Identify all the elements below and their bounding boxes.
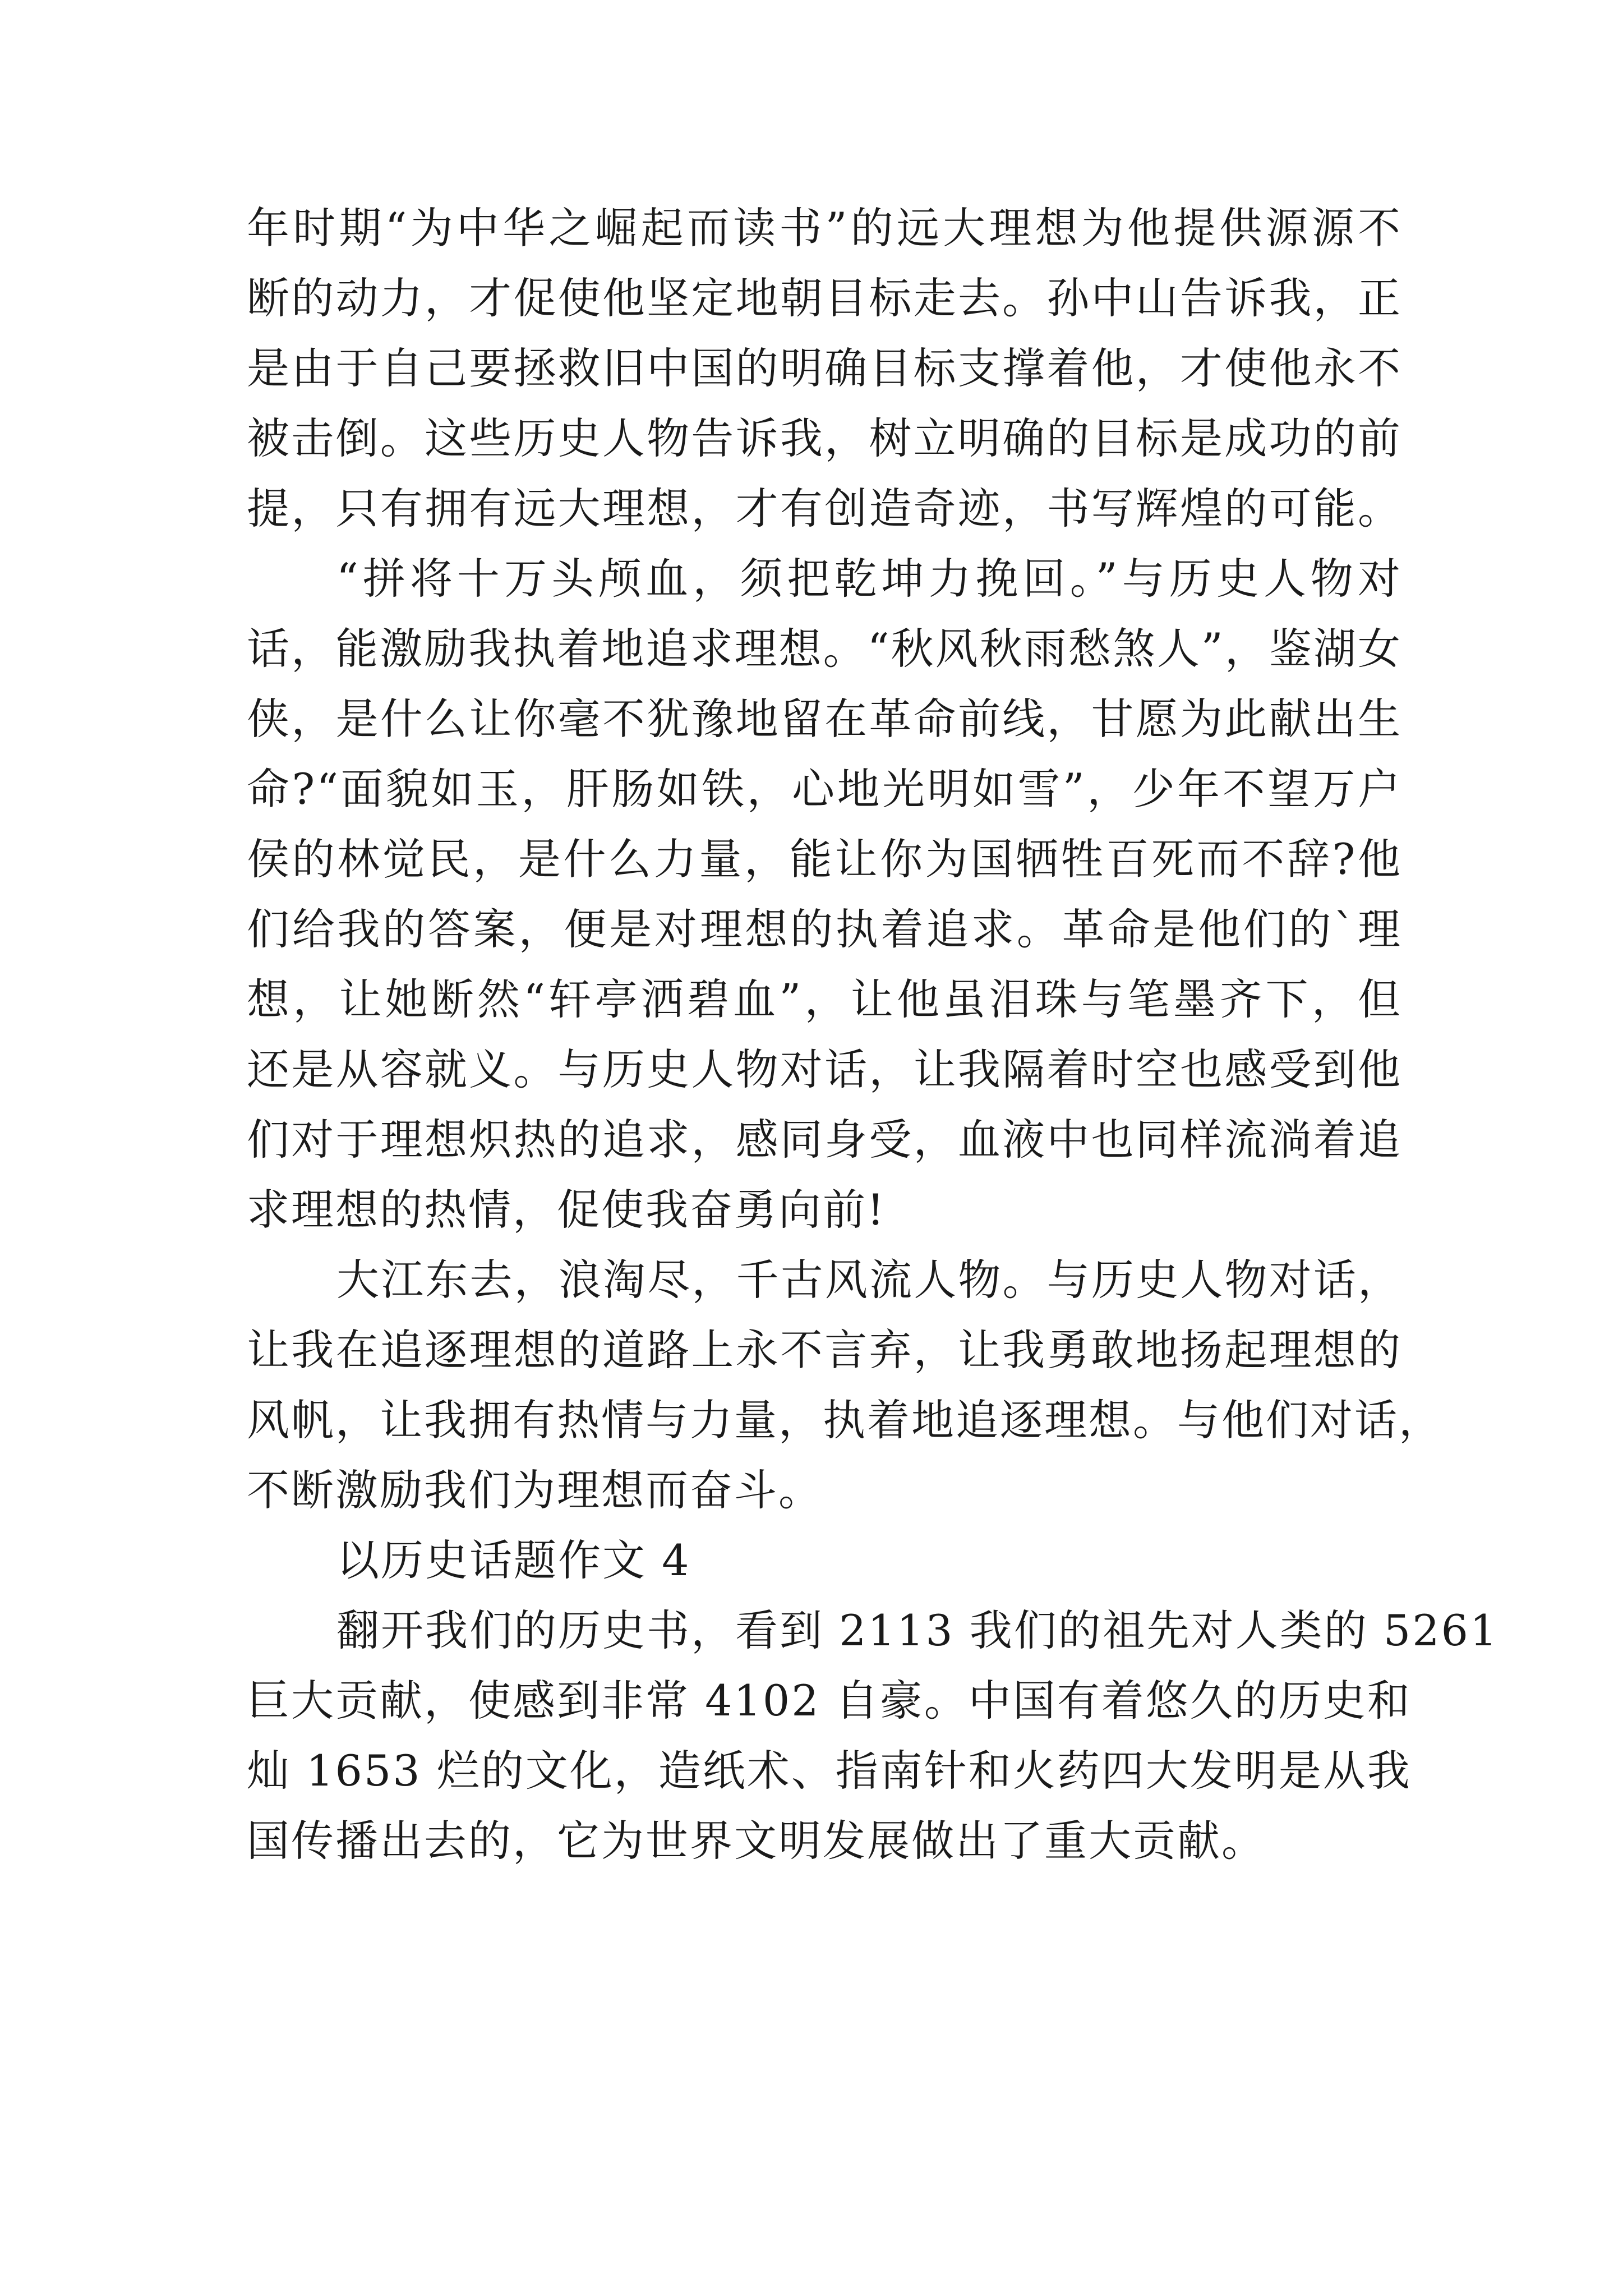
text-line: 不断激励我们为理想而奋斗。 <box>247 1465 823 1515</box>
text-line: 还是从容就义。与历史人物对话，让我隔着时空也感受到他 <box>247 1045 1402 1094</box>
text-line: 让我在追逐理想的道路上永不言弃，让我勇敢地扬起理想的 <box>247 1325 1402 1375</box>
text-line: 话，能激励我执着地追求理想。“秋风秋雨愁煞人”，鉴湖女 <box>247 624 1402 674</box>
text-line: 们对于理想炽热的追求，感同身受，血液中也同样流淌着追 <box>247 1115 1402 1165</box>
document-body <box>247 193 1499 1876</box>
text-line: 年时期“为中华之崛起而读书”的远大理想为他提供源源不 <box>247 203 1402 253</box>
text-line: 断的动力，才促使他坚定地朝目标走去。孙中山告诉我，正 <box>247 273 1402 323</box>
text-line: 风帆，让我拥有热情与力量，执着地追逐理想。与他们对话， <box>247 1395 1443 1445</box>
text-line: 翻开我们的历史书，看到 2113 我们的祖先对人类的 5261 <box>336 1605 1499 1655</box>
text-line: 巨大贡献，使感到非常 4102 自豪。中国有着悠久的历史和 <box>247 1676 1412 1726</box>
text-line: 命?“面貌如玉，肝肠如铁，心地光明如雪”，少年不望万户 <box>247 764 1402 814</box>
text-line: 灿 1653 烂的文化，造纸术、指南针和火药四大发明是从我 <box>247 1746 1412 1796</box>
text-line: 侯的林觉民，是什么力量，能让你为国牺牲百死而不辞?他 <box>247 834 1402 884</box>
text-line: 大江东去，浪淘尽，千古风流人物。与历史人物对话， <box>336 1255 1402 1305</box>
text-line: 以历史话题作文 4 <box>336 1535 691 1585</box>
text-line: 们给我的答案，便是对理想的执着追求。革命是他们的`理 <box>247 904 1402 954</box>
text-line: 想，让她断然“轩亭洒碧血”，让他虽泪珠与笔墨齐下，但 <box>247 974 1402 1024</box>
text-line: 侠，是什么让你毫不犹豫地留在革命前线，甘愿为此献出生 <box>247 694 1402 744</box>
text-line: 求理想的热情，促使我奋勇向前! <box>247 1185 886 1235</box>
text-line: 提，只有拥有远大理想，才有创造奇迹，书写辉煌的可能。 <box>247 484 1402 533</box>
text-line: “拼将十万头颅血，须把乾坤力挽回。”与历史人物对 <box>336 554 1402 604</box>
text-line: 被击倒。这些历史人物告诉我，树立明确的目标是成功的前 <box>247 413 1402 463</box>
text-line: 是由于自己要拯救旧中国的明确目标支撑着他，才使他永不 <box>247 343 1402 393</box>
text-line: 国传播出去的，它为世界文明发展做出了重大贡献。 <box>247 1816 1266 1866</box>
